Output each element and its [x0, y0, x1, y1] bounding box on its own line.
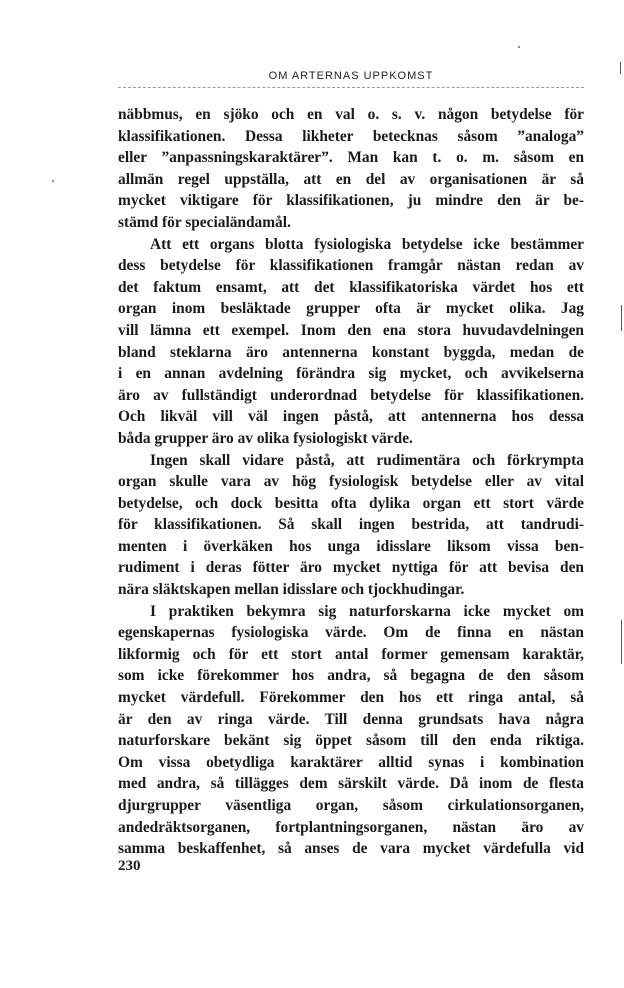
- text-line: mycket viktigare för klassifikationen, ju mindre den är be-: [118, 192, 584, 210]
- text-line: äro av fullständigt underordnad betydelse för klassifikationen.: [118, 386, 584, 404]
- text-line: Ingen skall vidare påstå, att rudimentära och förkrympta: [150, 451, 584, 469]
- text-line: naturforskare bekänt sig öppet såsom till den enda riktiga.: [118, 732, 584, 750]
- text-line: nära släktskapen mellan idisslare och tjockhudingar.: [118, 581, 465, 599]
- text-line: rudiment i deras fötter äro mycket nyttiga för att bevisa den: [118, 559, 584, 577]
- text-line: organ skulle vara av hög fysiologisk betydelse eller av vital: [118, 473, 584, 491]
- text-line: I praktiken bekymra sig naturforskarna icke mycket om: [150, 602, 584, 620]
- text-line: Om vissa obetydliga karaktärer alltid synas i kombination: [118, 753, 584, 771]
- text-line: i en annan avdelning förändra sig mycket, och avvikelserna: [118, 365, 584, 383]
- body-text: [118, 104, 584, 860]
- text-line: allmän regel uppställa, att en del av organisationen är så: [118, 170, 584, 188]
- text-line: dess betydelse för klassifikationen framgår nästan redan av: [118, 257, 584, 275]
- text-line: organ inom besläktade grupper ofta är mycket olika. Jag: [118, 300, 584, 318]
- text-line: mycket värdefull. Förekommer den hos ett ringa antal, så: [118, 689, 584, 707]
- header-rule: [118, 87, 584, 88]
- text-line: för klassifikationen. Så skall ingen bestrida, att tandrudi-: [118, 516, 584, 534]
- text-line: det faktum ensamt, att det klassifikatoriska värdet hos ett: [118, 278, 584, 296]
- text-line: som icke förekommer hos andra, så begagna de den såsom: [118, 667, 584, 685]
- text-line: andedräktsorganen, fortplantningsorganen, nästan äro av: [118, 818, 584, 836]
- scan-speck: [52, 180, 54, 182]
- text-line: samma beskaffenhet, så anses de vara mycket värdefulla vid: [118, 840, 584, 858]
- page-number: 230: [118, 858, 141, 874]
- text-line: bland steklarna äro antennerna konstant byggda, medan de: [118, 343, 584, 361]
- text-line: likformig och för ett stort antal former gemensam karaktär,: [118, 645, 584, 663]
- text-line: Och likväl vill väl ingen påstå, att antennerna hos dessa: [118, 408, 584, 426]
- text-line: klassifikationen. Dessa likheter betecknas såsom ”analoga”: [118, 127, 584, 145]
- scan-margin-mark: [621, 305, 622, 331]
- text-line: djurgrupper väsentliga organ, såsom cirkulationsorganen,: [118, 797, 584, 814]
- text-line: med andra, så tillägges dem särskilt värde. Då inom de flesta: [118, 775, 584, 793]
- text-line: är den av ringa värde. Till denna grundsats hava några: [118, 710, 584, 728]
- text-line: näbbmus, en sjöko och en val o. s. v. någon betydelse för: [118, 106, 584, 123]
- running-head: OM ARTERNAS UPPKOMST: [268, 70, 434, 82]
- scan-speck: [518, 46, 520, 48]
- text-line: egenskapernas fysiologiska värde. Om de finna en nästan: [118, 624, 584, 642]
- scan-margin-mark: [621, 620, 622, 664]
- text-line: menten i överkäken hos unga idisslare liksom vissa ben-: [118, 537, 584, 555]
- text-line: eller ”anpassningskaraktärer”. Man kan t. o. m. såsom en: [118, 149, 584, 167]
- text-line: vill lämna ett exempel. Inom den ena stora huvudavdelningen: [118, 321, 584, 339]
- text-line: Att ett organs blotta fysiologiska betydelse icke bestämmer: [150, 235, 584, 253]
- text-line: stämd för specialändamål.: [118, 213, 291, 231]
- text-line: båda grupper äro av olika fysiologiskt värde.: [118, 429, 413, 447]
- scan-margin-mark: [620, 62, 621, 74]
- text-line: betydelse, och dock besitta ofta dylika organ ett stort värde: [118, 494, 584, 512]
